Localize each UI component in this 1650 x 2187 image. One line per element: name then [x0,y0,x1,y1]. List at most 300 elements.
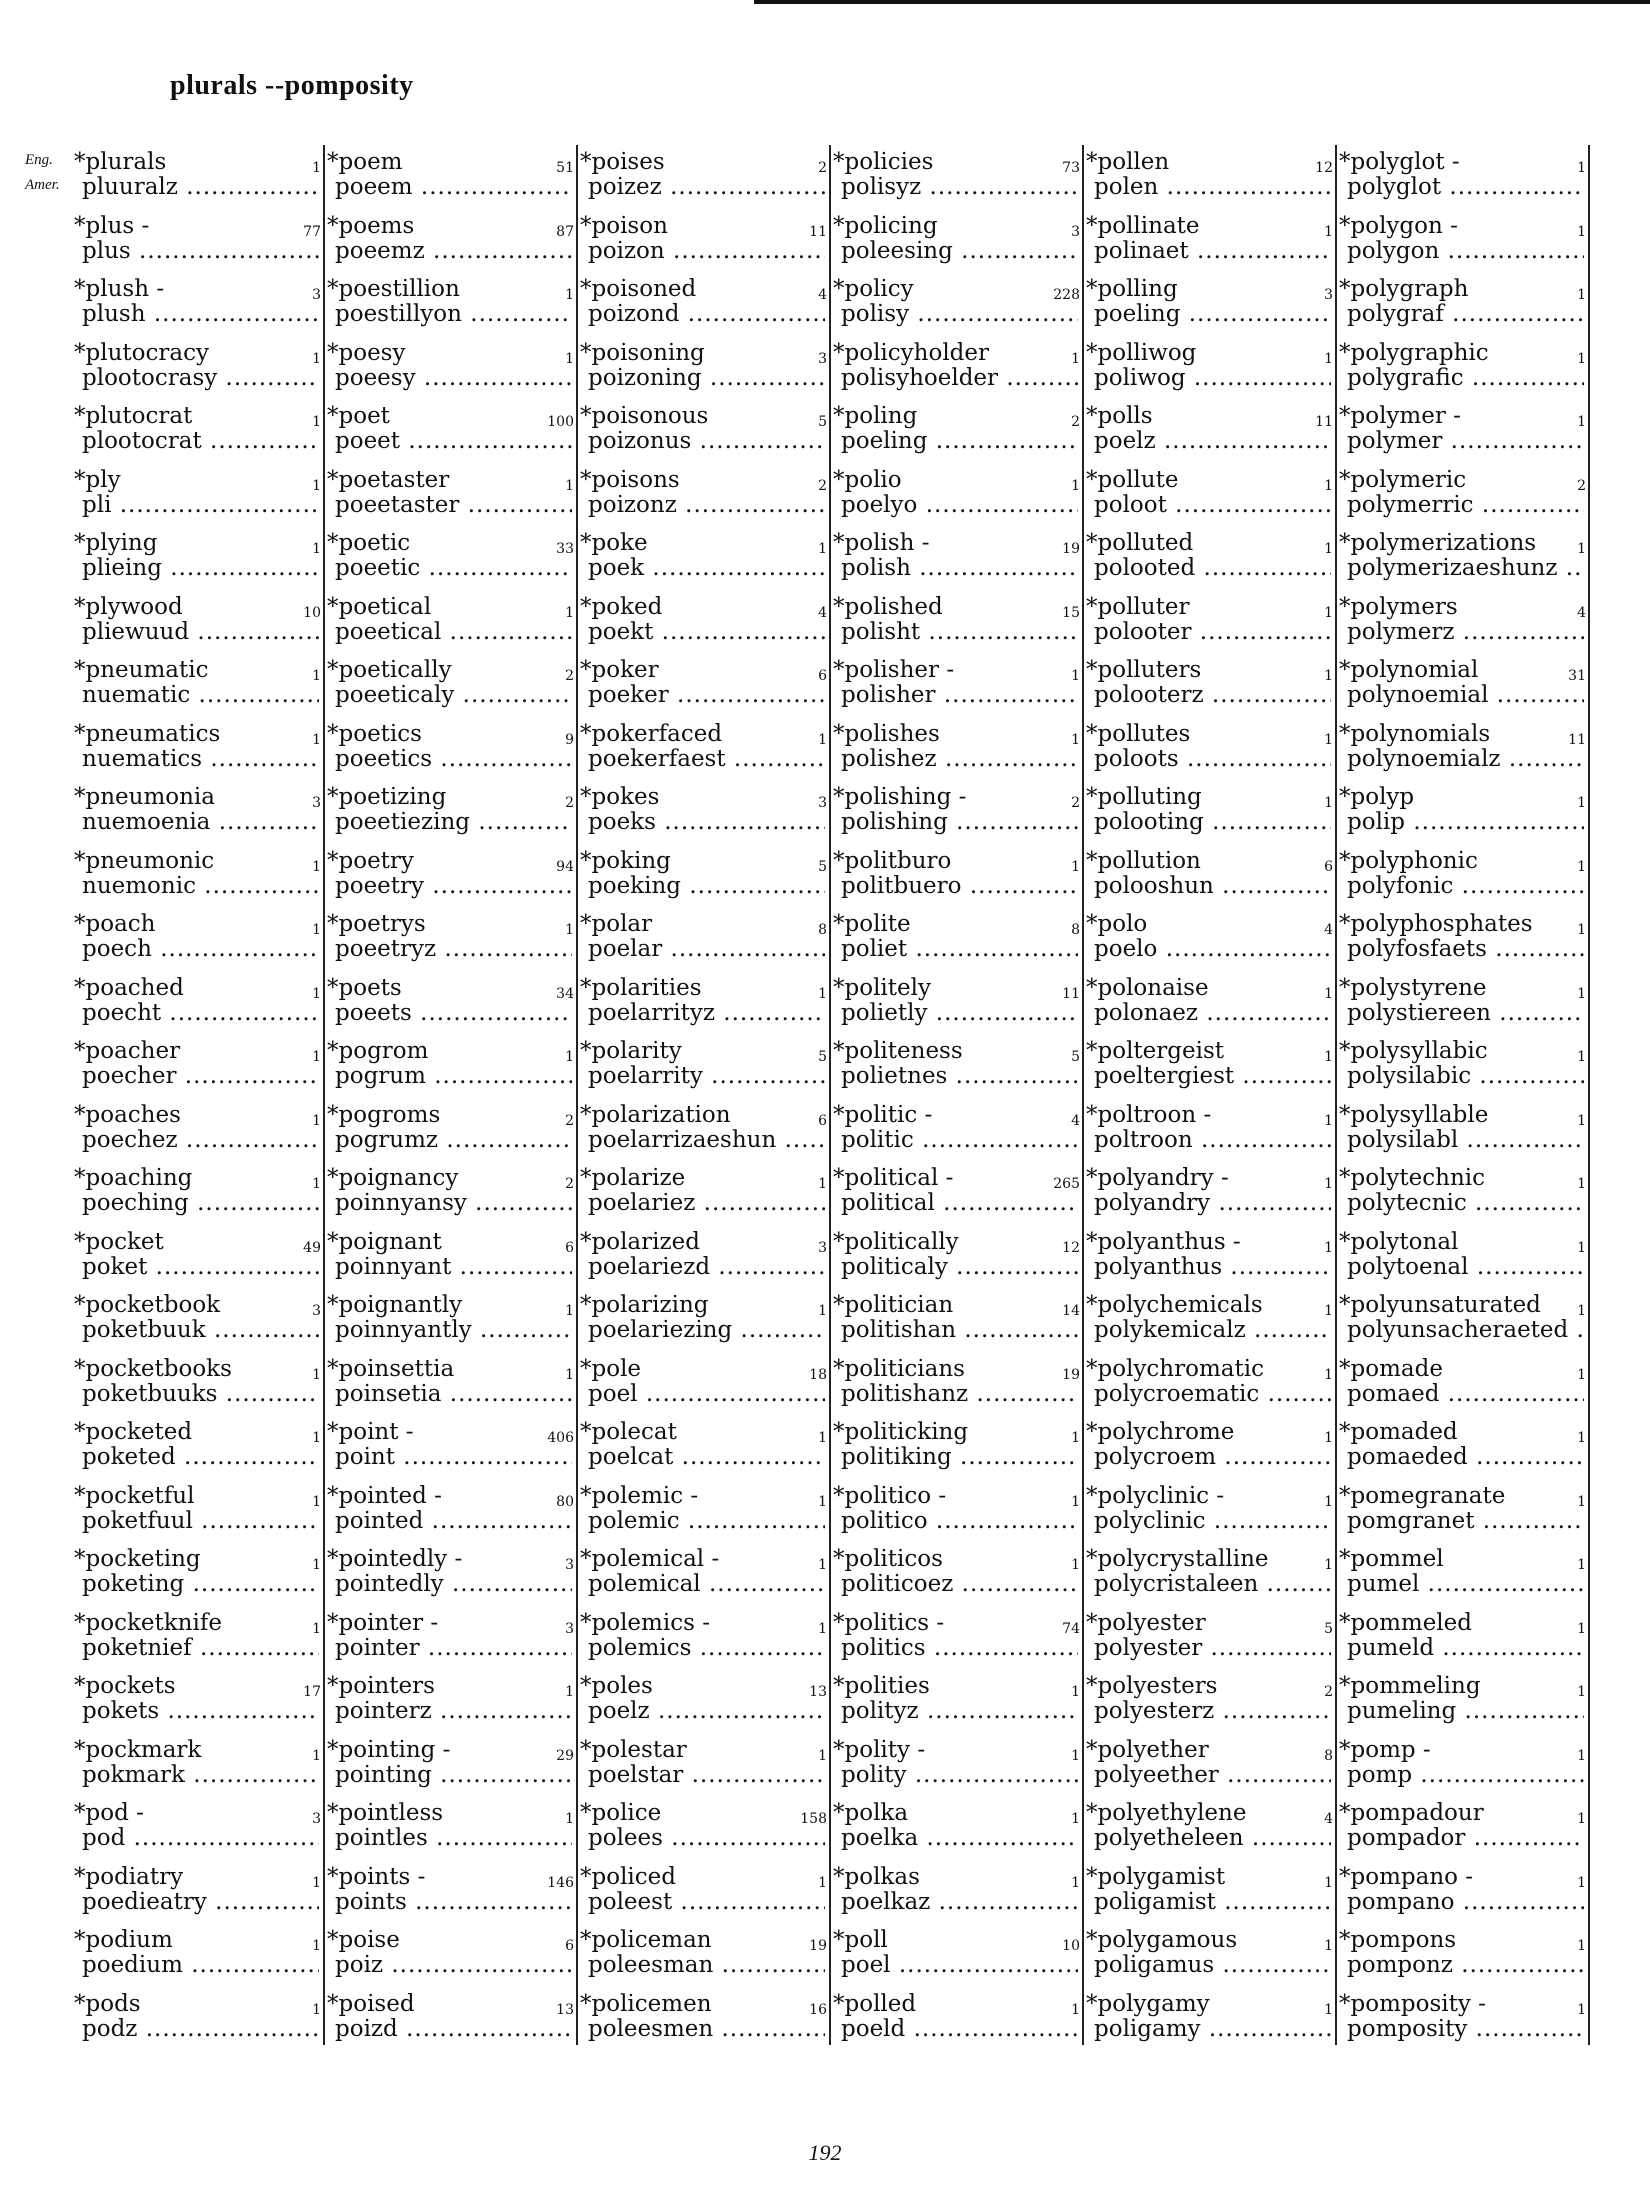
frequency-count: 9 [565,731,574,748]
phonetic-spelling: plus ..... [82,238,319,264]
word-entry [70,1352,323,1416]
phonetic-spelling: poecher ..... [82,1063,319,1089]
phonetic-spelling: polyfosfaets ..... [1347,936,1584,962]
frequency-count: 1 [312,2001,321,2018]
phonetic-spelling: poligamy ..... [1094,2016,1331,2042]
headword: *pocketed [74,1419,193,1445]
frequency-count: 3 [565,1620,574,1637]
frequency-count: 4 [1577,604,1586,621]
phonetic-spelling: polycristaleen ..... [1094,1571,1331,1597]
frequency-count: 1 [818,1557,827,1573]
word-entry [829,653,1082,717]
headword: *pollinate [1086,212,1200,239]
word-entry [323,590,576,654]
frequency-count: 19 [1062,1366,1080,1383]
frequency-count: 1 [312,731,321,748]
word-entry [1335,526,1588,590]
headword: *poetically [327,657,452,683]
word-entry [323,1796,576,1860]
headword: *polity - [833,1736,926,1763]
frequency-count: 4 [1324,1811,1333,1827]
phonetic-spelling: polyfonic ..... [1347,873,1584,899]
word-entry [1082,653,1335,717]
word-entry [1335,1542,1588,1606]
word-entry [323,1923,576,1987]
phonetic-spelling: poinnyant ..... [335,1254,572,1280]
word-entry [323,1352,576,1416]
word-entry [576,1987,829,2051]
phonetic-spelling: polygraf ..... [1347,301,1584,327]
phonetic-spelling: pogrum ..... [335,1063,572,1089]
frequency-count: 4 [818,287,827,303]
headword: *pointless [327,1800,444,1826]
word-entry [1335,780,1588,844]
frequency-count: 1 [1324,541,1333,557]
frequency-count: 1 [1324,350,1333,367]
headword: *poetizing [327,784,447,810]
frequency-count: 1 [565,604,574,621]
word-entry [1082,1034,1335,1098]
phonetic-spelling: pointedly ..... [335,1571,572,1597]
phonetic-spelling: polemic ..... [588,1508,825,1534]
phonetic-spelling: poeetry ..... [335,873,572,899]
word-entry [829,1288,1082,1352]
phonetic-spelling: poketed ..... [82,1444,319,1470]
phonetic-spelling: pumeld ..... [1347,1635,1584,1661]
headword: *pods [74,1990,141,2017]
phonetic-spelling: poelarrizaeshun ..... [588,1127,825,1153]
word-entry [1335,463,1588,527]
phonetic-spelling: poloots ..... [1094,746,1331,772]
word-entry [1082,209,1335,273]
frequency-count: 1 [1577,1493,1586,1510]
frequency-count: 1 [1071,2001,1080,2018]
phonetic-spelling: polynoemial ..... [1347,682,1584,708]
headword: *poisons [580,466,680,493]
frequency-count: 1 [1577,1049,1586,1065]
frequency-count: 1 [312,985,321,1002]
phonetic-spelling: politbuero ..... [841,873,1078,899]
headword: *politeness [833,1038,963,1064]
frequency-count: 6 [565,1239,574,1256]
phonetic-spelling: polooting ..... [1094,809,1331,835]
word-entry [1335,907,1588,971]
phonetic-spelling: poekerfaest ..... [588,746,825,772]
headword: *poltergeist [1086,1038,1225,1064]
word-entry [829,1352,1082,1416]
frequency-count: 1 [312,350,321,367]
phonetic-spelling: polystiereen ..... [1347,1000,1584,1026]
word-entry [1335,1860,1588,1924]
phonetic-spelling: poeet ..... [335,428,572,454]
phonetic-spelling: poeetaster ..... [335,492,572,518]
frequency-count: 3 [312,287,321,303]
frequency-count: 1 [1577,223,1586,240]
phonetic-spelling: poltroon ..... [1094,1127,1331,1153]
frequency-count: 1 [818,1874,827,1891]
word-entry [829,971,1082,1035]
frequency-count: 51 [556,160,574,176]
headword: *polyphonic [1339,847,1478,874]
headword: *podium [74,1927,173,1953]
frequency-count: 6 [818,1112,827,1129]
frequency-count: 1 [565,287,574,303]
word-entry [829,1860,1082,1924]
frequency-count: 77 [303,223,321,240]
frequency-count: 1 [1577,1557,1586,1573]
frequency-count: 1 [818,731,827,748]
frequency-count: 3 [312,795,321,811]
frequency-count: 14 [1062,1303,1080,1319]
headword: *poke [580,530,648,556]
headword: *polio [833,466,902,493]
word-entry [1082,1352,1335,1416]
word-entry [1082,1098,1335,1162]
frequency-count: 19 [809,1938,827,1954]
frequency-count: 16 [809,2001,827,2018]
phonetic-spelling: poel ..... [841,1952,1078,1978]
headword: *pod - [74,1800,144,1826]
word-entry [70,1987,323,2051]
headword: *polymeric [1339,466,1467,493]
frequency-count: 3 [818,1239,827,1256]
word-entry [1082,1225,1335,1289]
phonetic-spelling: pumel ..... [1347,1571,1584,1597]
word-entry [323,1733,576,1797]
word-entry [576,272,829,336]
frequency-count: 18 [809,1366,827,1383]
headword: *polls [1086,403,1153,429]
frequency-count: 1 [565,1811,574,1827]
word-entry [323,1161,576,1225]
frequency-count: 1 [1071,1747,1080,1764]
frequency-count: 2 [1071,414,1080,430]
phonetic-spelling: polisyz ..... [841,174,1078,200]
frequency-count: 1 [1577,1684,1586,1700]
headword: *polarize [580,1165,686,1191]
frequency-count: 1 [818,985,827,1002]
frequency-count: 1 [1324,1239,1333,1256]
word-entry [829,336,1082,400]
headword: *poached [74,974,184,1001]
word-entry [829,1479,1082,1543]
headword: *polyanthus - [1086,1228,1241,1255]
headword: *polished [833,593,943,620]
frequency-count: 1 [1071,731,1080,748]
phonetic-spelling: poketbuuk ..... [82,1317,319,1343]
word-entry [323,907,576,971]
phonetic-spelling: polynoemialz ..... [1347,746,1584,772]
headword: *poises [580,149,665,175]
frequency-count: 1 [312,1747,321,1764]
frequency-count: 10 [1062,1938,1080,1954]
frequency-count: 1 [312,1874,321,1891]
frequency-count: 1 [1577,795,1586,811]
headword: *pomade [1339,1355,1443,1382]
frequency-count: 1 [1577,287,1586,303]
frequency-count: 1 [1071,858,1080,875]
phonetic-spelling: politico ..... [841,1508,1078,1534]
word-entry [70,971,323,1035]
word-entry [1082,145,1335,209]
frequency-count: 34 [556,985,574,1002]
headword: *pointedly - [327,1546,463,1572]
frequency-count: 1 [312,414,321,430]
headword: *poetics [327,720,422,747]
word-entry [323,1225,576,1289]
headword: *polyclinic - [1086,1482,1225,1509]
phonetic-spelling: pomaeded ..... [1347,1444,1584,1470]
frequency-count: 1 [1324,604,1333,621]
word-entry [70,844,323,908]
phonetic-spelling: polisht ..... [841,619,1078,645]
word-entry [323,336,576,400]
word-entry [70,780,323,844]
word-entry [1082,272,1335,336]
headword: *polarities [580,974,702,1001]
headword: *poinsettia [327,1355,455,1382]
phonetic-spelling: poelyo ..... [841,492,1078,518]
frequency-count: 12 [1315,160,1333,176]
word-entry [1082,717,1335,781]
word-entry [323,1034,576,1098]
frequency-count: 1 [1577,414,1586,430]
word-entry [70,463,323,527]
phonetic-spelling: poek ..... [588,555,825,581]
word-entry [323,1098,576,1162]
word-entry [323,1288,576,1352]
word-entry [323,780,576,844]
phonetic-spelling: polymerric ..... [1347,492,1584,518]
headword: *poetry [327,847,414,874]
headword: *politico - [833,1482,947,1509]
word-entry [323,1987,576,2051]
word-entry [1335,1161,1588,1225]
word-entry [1335,717,1588,781]
word-entry [1335,1098,1588,1162]
phonetic-spelling: poeking ..... [588,873,825,899]
frequency-count: 1 [1324,223,1333,240]
frequency-count: 31 [1568,668,1586,684]
phonetic-spelling: poliet ..... [841,936,1078,962]
frequency-count: 1 [1577,1430,1586,1446]
headword: *polarized [580,1228,700,1255]
phonetic-spelling: polyester ..... [1094,1635,1331,1661]
phonetic-spelling: poeesy ..... [335,365,572,391]
headword: *poignancy [327,1165,459,1191]
frequency-count: 80 [556,1493,574,1510]
headword: *pompano - [1339,1863,1474,1890]
headword: *polling [1086,276,1178,302]
headword: *polish - [833,530,930,556]
headword: *pocket [74,1228,164,1255]
phonetic-spelling: pointed ..... [335,1508,572,1534]
phonetic-spelling: polyanthus ..... [1094,1254,1331,1280]
headword: *pockets [74,1673,176,1699]
frequency-count: 2 [565,795,574,811]
phonetic-spelling: polietnes ..... [841,1063,1078,1089]
headword: *pomposity - [1339,1990,1486,2017]
phonetic-spelling: polyglot ..... [1347,174,1584,200]
phonetic-spelling: polyeether ..... [1094,1762,1331,1788]
phonetic-spelling: poeks ..... [588,809,825,835]
word-entry [576,1352,829,1416]
frequency-count: 1 [1324,668,1333,684]
word-entry [829,1606,1082,1670]
word-entry [70,272,323,336]
headword: *pommeled [1339,1609,1472,1636]
word-entry [1082,907,1335,971]
frequency-count: 1 [1324,477,1333,494]
headword: *polar [580,911,653,937]
word-entry [70,907,323,971]
phonetic-spelling: poleest ..... [588,1889,825,1915]
word-entry [1082,1733,1335,1797]
phonetic-spelling: political ..... [841,1190,1078,1216]
headword: *plurals [74,149,167,175]
phonetic-spelling: politiking ..... [841,1444,1078,1470]
headword: *polarizing [580,1292,709,1318]
word-entry [829,272,1082,336]
frequency-count: 1 [565,1303,574,1319]
frequency-count: 1 [1324,1557,1333,1573]
phonetic-spelling: polish ..... [841,555,1078,581]
word-entry [1335,1606,1588,1670]
phonetic-spelling: poinsetia ..... [335,1381,572,1407]
frequency-count: 74 [1062,1620,1080,1637]
headword: *plus - [74,212,150,239]
frequency-count: 1 [1577,1303,1586,1319]
headword: *police [580,1800,662,1826]
phonetic-spelling: politishan ..... [841,1317,1078,1343]
word-entry [1335,1415,1588,1479]
phonetic-spelling: pomp ..... [1347,1762,1584,1788]
word-entry [1335,209,1588,273]
headword: *politicians [833,1355,965,1382]
phonetic-spelling: polooter ..... [1094,619,1331,645]
frequency-count: 17 [303,1684,321,1700]
word-entry [323,1669,576,1733]
headword: *poisonous [580,403,709,429]
frequency-count: 19 [1062,541,1080,557]
frequency-count: 1 [1577,1811,1586,1827]
phonetic-spelling: polymerizaeshunz ..... [1347,555,1584,581]
phonetic-spelling: plootocrasy ..... [82,365,319,391]
frequency-count: 1 [312,1176,321,1192]
word-entry [829,844,1082,908]
frequency-count: 3 [1324,287,1333,303]
headword: *polymer - [1339,403,1461,429]
frequency-count: 1 [1324,1366,1333,1383]
phonetic-spelling: poeemz ..... [335,238,572,264]
phonetic-spelling: polytoenal ..... [1347,1254,1584,1280]
headword: *poisoning [580,339,705,366]
frequency-count: 1 [1577,1938,1586,1954]
headword: *pointing - [327,1736,451,1763]
phonetic-spelling: politic ..... [841,1127,1078,1153]
phonetic-spelling: polygrafic ..... [1347,365,1584,391]
phonetic-spelling: polysilabic ..... [1347,1063,1584,1089]
frequency-count: 1 [312,1366,321,1383]
headword: *pogroms [327,1101,441,1128]
phonetic-spelling: poelkaz ..... [841,1889,1078,1915]
frequency-count: 1 [818,1493,827,1510]
headword: *polychemicals [1086,1292,1263,1318]
phonetic-spelling: polees ..... [588,1825,825,1851]
phonetic-spelling: polemics ..... [588,1635,825,1661]
frequency-count: 87 [556,223,574,240]
phonetic-spelling: poech ..... [82,936,319,962]
phonetic-spelling: poeetiezing ..... [335,809,572,835]
frequency-count: 1 [1324,1303,1333,1319]
phonetic-spelling: poizez ..... [588,174,825,200]
frequency-count: 1 [1324,731,1333,748]
headword: *pneumatics [74,720,221,747]
frequency-count: 3 [312,1303,321,1319]
word-entry [1082,1161,1335,1225]
word-column-2 [323,145,578,2045]
frequency-count: 2 [1324,1684,1333,1700]
word-entry [70,590,323,654]
word-entry [1335,1479,1588,1543]
word-column-4 [829,145,1084,2045]
headword: *podiatry [74,1863,184,1890]
word-entry [829,1542,1082,1606]
phonetic-spelling: poelariezd ..... [588,1254,825,1280]
phonetic-spelling: polooshun ..... [1094,873,1331,899]
headword: *policeman [580,1927,712,1953]
word-entry [323,272,576,336]
frequency-count: 6 [818,668,827,684]
phonetic-spelling: polycroematic ..... [1094,1381,1331,1407]
headword: *poach [74,911,156,937]
word-entry [576,1415,829,1479]
phonetic-spelling: polytecnic ..... [1347,1190,1584,1216]
phonetic-spelling: poketfuul ..... [82,1508,319,1534]
headword: *points - [327,1863,426,1890]
phonetic-spelling: pomposity ..... [1347,2016,1584,2042]
headword: *poesy [327,339,406,366]
headword: *ply [74,466,121,493]
headword: *poet [327,403,390,429]
word-entry [323,971,576,1035]
word-entry [576,1034,829,1098]
phonetic-spelling: polonaez ..... [1094,1000,1331,1026]
phonetic-spelling: poelar ..... [588,936,825,962]
phonetic-spelling: poelariezing ..... [588,1317,825,1343]
frequency-count: 11 [809,223,827,240]
headword: *pocketing [74,1546,201,1572]
word-entry [576,590,829,654]
frequency-count: 1 [1577,985,1586,1002]
headword: *pocketbook [74,1292,221,1318]
phonetic-spelling: polisy ..... [841,301,1078,327]
headword: *poestillion [327,276,460,302]
headword: *poking [580,847,671,874]
frequency-count: 3 [1071,223,1080,240]
phonetic-spelling: polishing ..... [841,809,1078,835]
word-entry [70,1606,323,1670]
phonetic-spelling: pompano ..... [1347,1889,1584,1915]
word-entry [576,844,829,908]
word-entry [70,399,323,463]
phonetic-spelling: politics ..... [841,1635,1078,1661]
frequency-count: 1 [312,541,321,557]
frequency-count: 29 [556,1747,574,1764]
word-entry [829,1796,1082,1860]
headword: *pocketful [74,1482,195,1509]
phonetic-spelling: polyclinic ..... [1094,1508,1331,1534]
